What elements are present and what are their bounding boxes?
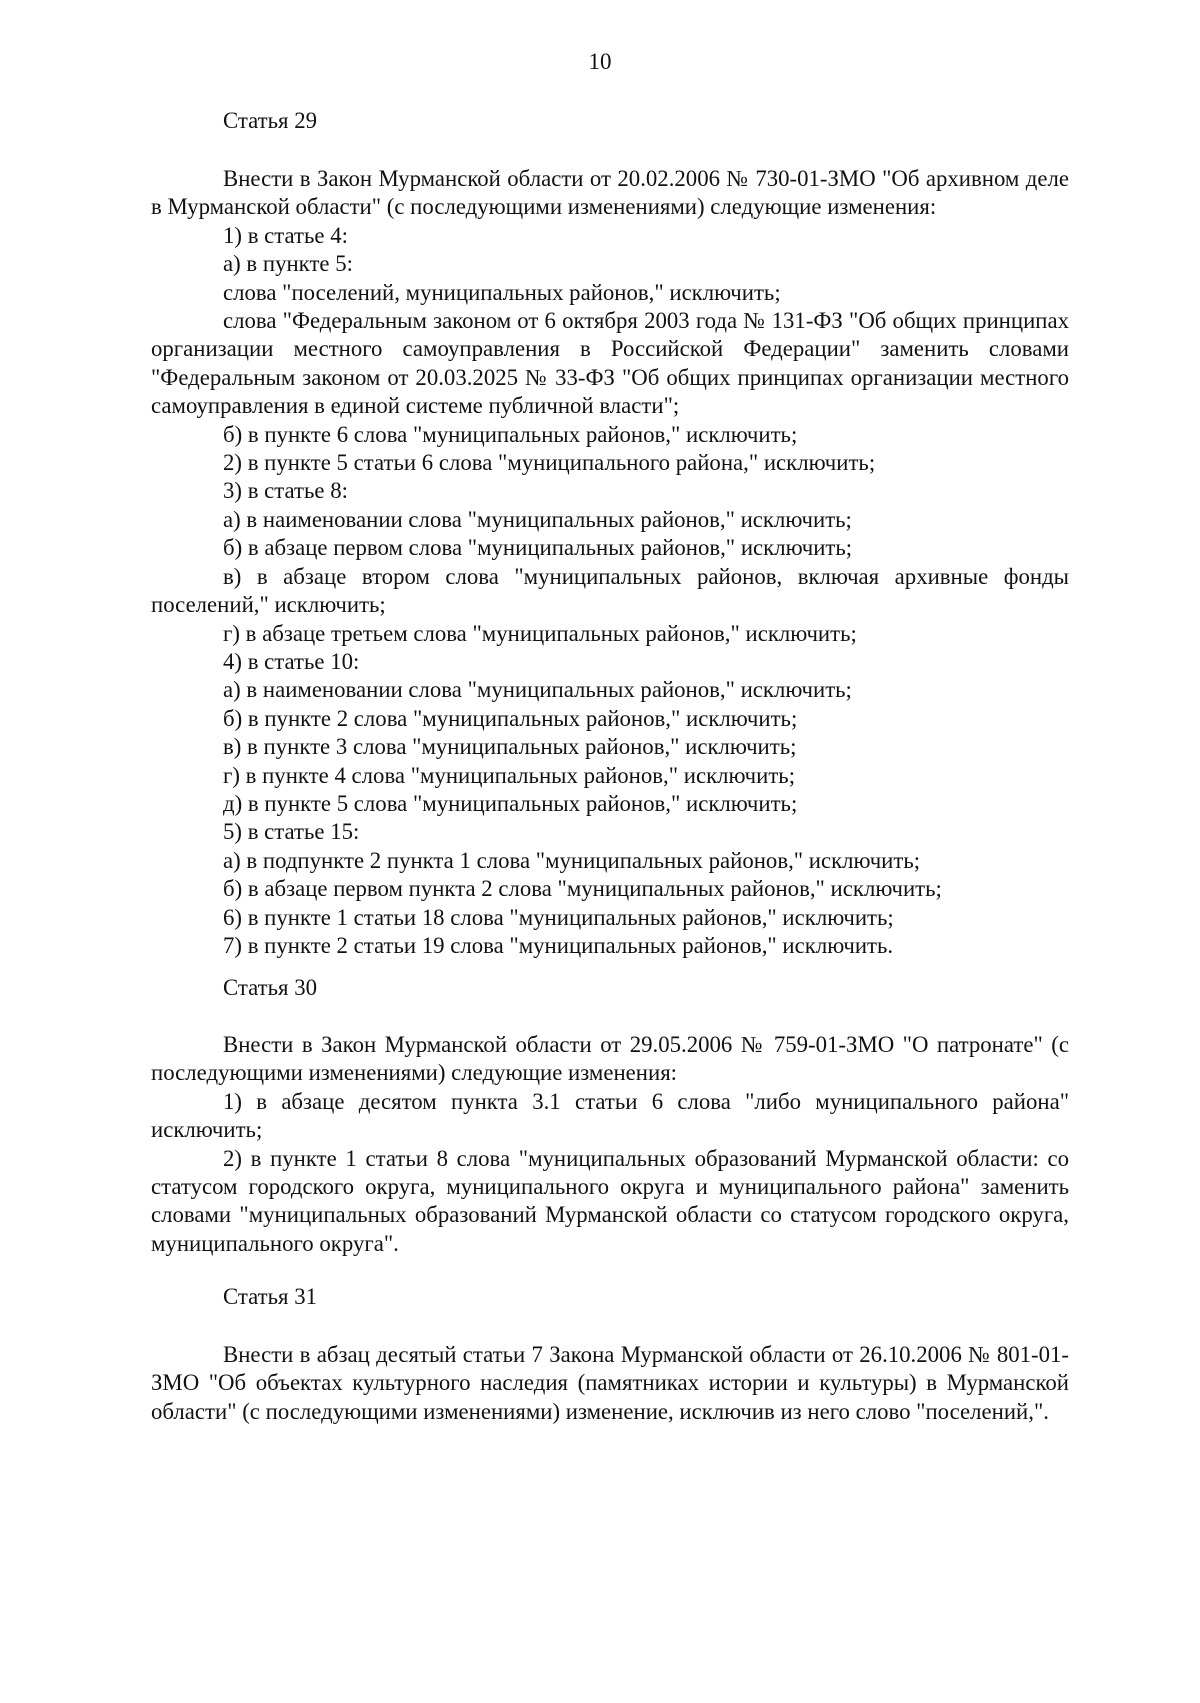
list-item: а) в наименовании слова "муниципальных районов," исключить;	[223, 506, 852, 532]
article-29-body	[151, 165, 1069, 960]
list-item: а) в наименовании слова "муниципальных районов," исключить;	[223, 677, 852, 703]
article-31-heading-block	[151, 1283, 1069, 1311]
article-29-heading-block	[151, 107, 1069, 135]
list-item: г) в абзаце третьем слова "муниципальных районов," исключить;	[223, 620, 857, 646]
list-item: б) в абзаце первом слова "муниципальных районов," исключить;	[223, 535, 853, 561]
article-31-body	[151, 1341, 1069, 1426]
article-30-heading-block	[151, 974, 1069, 1002]
list-item: 5) в статье 15:	[223, 819, 360, 845]
list-item: 7) в пункте 2 статьи 19 слова "муниципальных районов," исключить.	[223, 932, 894, 958]
list-item: слова "поселений, муниципальных районов," исключить;	[223, 279, 781, 305]
paragraph: 1) в абзаце десятом пункта 3.1 статьи 6 слова "либо муниципального района" исключить;	[151, 1088, 1069, 1143]
list-item: 6) в пункте 1 статьи 18 слова "муниципальных районов," исключить;	[223, 904, 894, 930]
list-item: 2) в пункте 5 статьи 6 слова "муниципального района," исключить;	[223, 450, 876, 476]
list-item: б) в пункте 6 слова "муниципальных районов," исключить;	[223, 421, 798, 447]
list-item: д) в пункте 5 слова "муниципальных районов," исключить;	[223, 790, 798, 816]
list-item: 3) в статье 8:	[223, 478, 348, 504]
paragraph: слова "Федеральным законом от 6 октября 2003 года № 131-ФЗ "Об общих принципах организации местного самоуправления в Российской Федерации" заменить словами "Федеральным законом от 20.03.2025 № 33-ФЗ "Об общих принципах организации местного самоуправления в единой системе публичной власти";	[151, 308, 1069, 419]
page-number: 10	[588, 49, 612, 74]
article-intro-paragraph: Внести в Закон Мурманской области от 29.05.2006 № 759-01-ЗМО "О патронате" (с последующими изменениями) следующие изменения:	[151, 1032, 1069, 1086]
list-item: б) в абзаце первом пункта 2 слова "муниципальных районов," исключить;	[223, 876, 942, 902]
list-item: в) в пункте 3 слова "муниципальных районов," исключить;	[223, 734, 797, 760]
list-item: а) в пункте 5:	[223, 251, 353, 277]
list-item: б) в пункте 2 слова "муниципальных районов," исключить;	[223, 705, 798, 731]
list-item: 1) в статье 4:	[223, 222, 348, 248]
list-item: г) в пункте 4 слова "муниципальных районов," исключить;	[223, 762, 796, 788]
paragraph: Внести в абзац десятый статьи 7 Закона Мурманской области от 26.10.2006 № 801-01-ЗМО "Об объектах культурного наследия (памятниках истории и культуры) в Мурманской области" (с последующими изменениями) изменение, исключив из него слово "поселений,".	[151, 1342, 1069, 1424]
article-heading: Статья 30	[223, 975, 318, 1000]
list-item: 4) в статье 10:	[223, 648, 360, 674]
article-intro-paragraph: Внести в Закон Мурманской области от 20.02.2006 № 730-01-ЗМО "Об архивном деле в Мурманской области" (с последующими изменениями) следующие изменения:	[151, 166, 1069, 220]
article-30-body	[151, 1031, 1069, 1258]
article-heading: Статья 29	[223, 108, 318, 133]
list-item: а) в подпункте 2 пункта 1 слова "муниципальных районов," исключить;	[223, 847, 921, 873]
paragraph: 2) в пункте 1 статьи 8 слова "муниципальных образований Мурманской области: со статусом городского округа, муниципального округа и муниципального района" заменить словами "муниципальных образований Мурманской области со статусом городского округа, муниципального округа".	[151, 1145, 1069, 1256]
article-heading: Статья 31	[223, 1284, 318, 1309]
paragraph: в) в абзаце втором слова "муниципальных районов, включая архивные фонды поселений," исключить;	[151, 563, 1069, 618]
